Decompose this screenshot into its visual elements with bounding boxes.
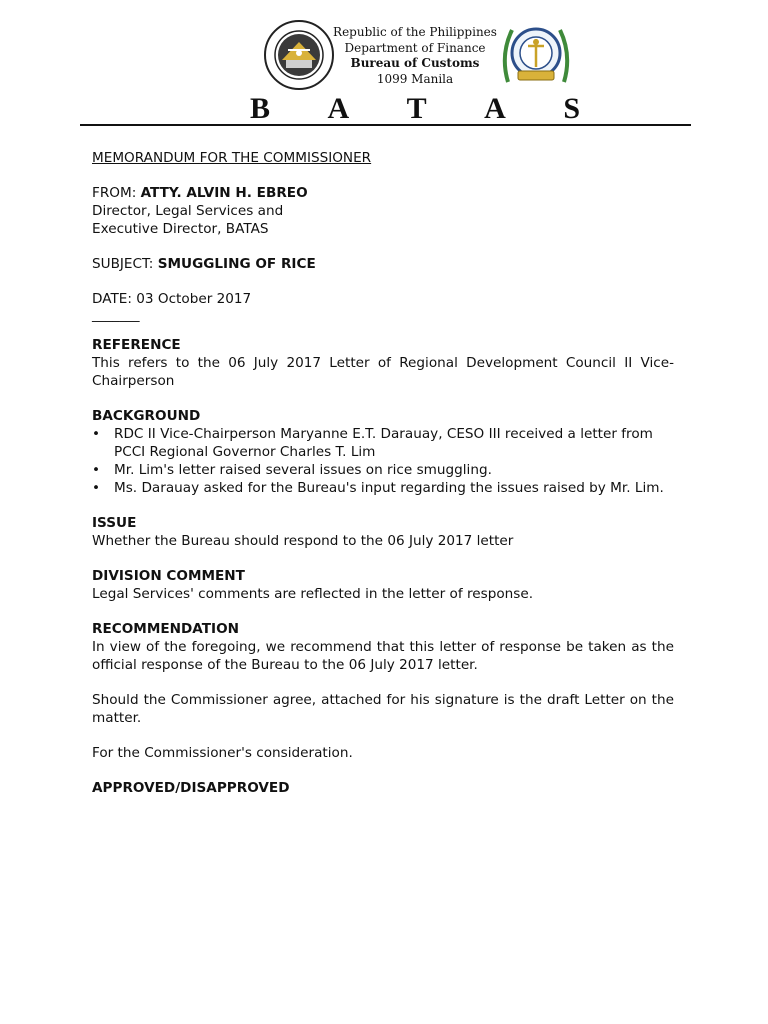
header-divider [80,124,691,126]
subject-label: SUBJECT: [92,256,158,272]
from-title-line1: Director, Legal Services and [92,203,284,219]
consideration-line: For the Commissioner's consideration. [92,745,353,761]
memo-from [92,184,674,202]
from-title-line2: Executive Director, BATAS [92,221,269,237]
letterhead [0,0,768,125]
issue-text: Whether the Bureau should respond to the 06 July 2017 letter [92,533,514,549]
division-comment-text: Legal Services' comments are reflected in the letter of response. [92,586,534,602]
bureau-of-customs-seal-icon [264,20,334,90]
issue-heading: ISSUE [92,515,137,531]
recommendation-text: In view of the foregoing, we recommend that this letter of response be taken as the official response of the Bureau to the 06 July 2017 letter. [92,639,674,673]
agency-line-bureau: Bureau of Customs [350,56,480,70]
batas-letter: B [250,92,271,125]
subject-value: SMUGGLING OF RICE [157,256,316,272]
date-value: 03 October 2017 [136,291,252,307]
reference-text: This refers to the 06 July 2017 Letter of Regional Development Council II Vice-Chairperson [92,355,674,389]
division-comment-heading: DIVISION COMMENT [92,568,245,584]
background-heading: BACKGROUND [92,408,201,424]
recommendation-heading: RECOMMENDATION [92,621,240,637]
agency-line-department: Department of Finance [344,40,486,55]
agency-block [330,25,500,87]
memorandum-body [92,149,674,797]
date-label: DATE: [92,291,137,307]
list-item: • Ms. Darauay asked for the Bureau's input regarding the issues raised by Mr. Lim. [92,479,674,497]
memo-title: MEMORANDUM FOR THE COMMISSIONER [92,150,372,166]
from-name: ATTY. ALVIN H. EBREO [140,185,308,201]
agency-line-republic: Republic of the Philippines [333,25,497,39]
date-rule: _______ [92,307,140,323]
memo-subject [92,255,674,273]
signature-note: Should the Commissioner agree, attached for his signature is the draft Letter on the matter. [92,692,674,726]
agency-line-address: 1099 Manila [376,71,454,86]
list-item: • Mr. Lim's letter raised several issues on rice smuggling. [92,461,674,479]
batas-letter: T [406,92,427,125]
batas-letter: A [327,92,350,125]
memo-date [92,290,674,308]
batas-banner [250,92,580,126]
batas-letter: S [563,92,580,125]
reference-heading: REFERENCE [92,337,181,353]
background-list [92,425,674,497]
batas-seal-icon [498,22,574,88]
approval-line: APPROVED/DISAPPROVED [92,780,290,796]
batas-letter: A [484,92,506,125]
from-label: FROM: [92,185,141,201]
list-item: • RDC II Vice-Chairperson Maryanne E.T. Darauay, CESO III received a letter from PCCI Regional Governor Charles T. Lim [92,425,674,461]
